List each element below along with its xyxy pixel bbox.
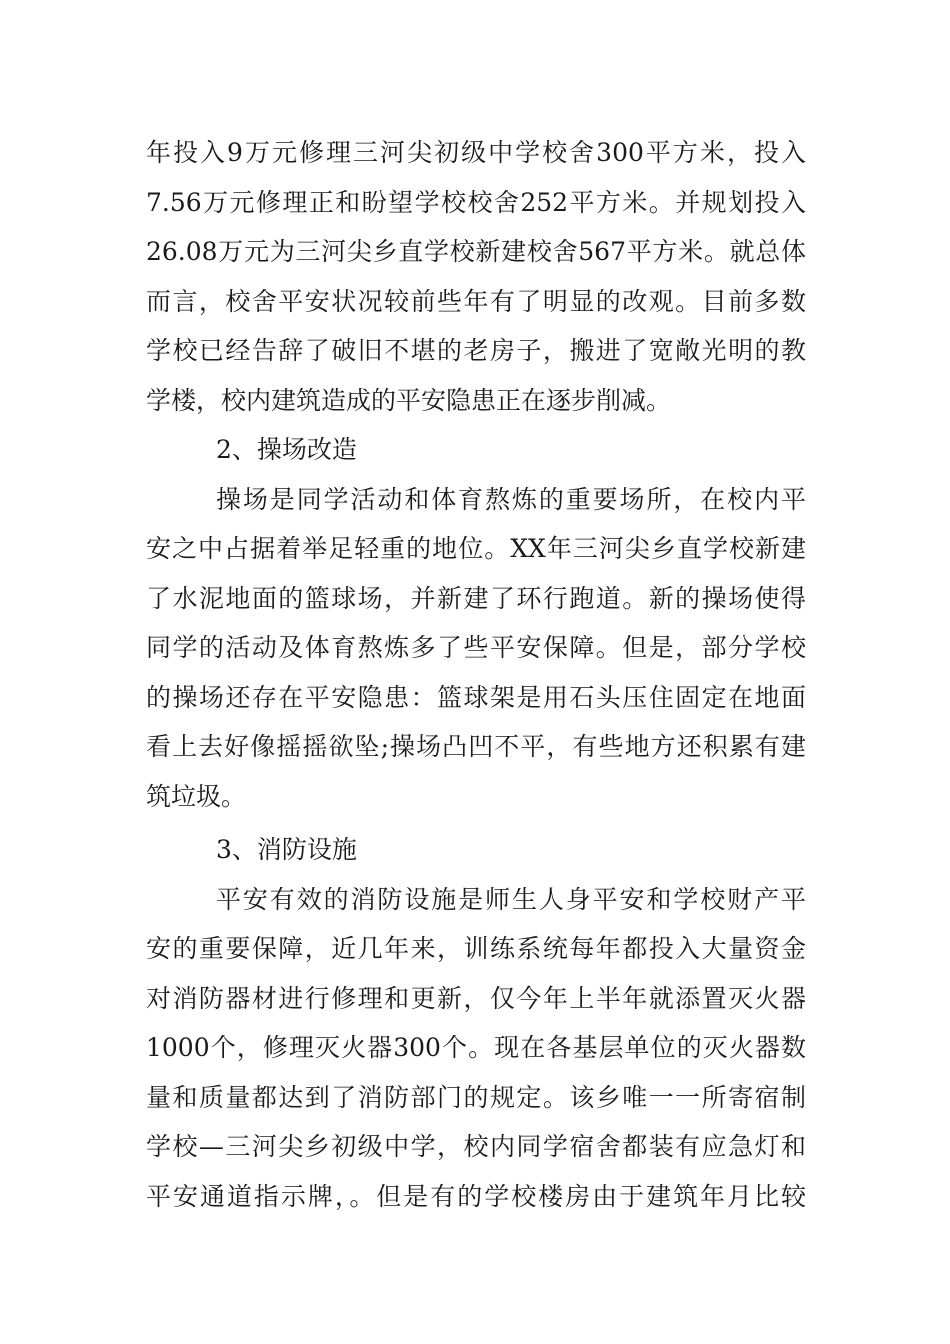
text-line: 安之中占据着举足轻重的地位。XX年三河尖乡直学校新建 — [146, 534, 806, 563]
text-line: 1000个，修理灭火器300个。现在各基层单位的灭火器数 — [146, 1033, 806, 1062]
text-line: 安的重要保障，近几年来，训练系统每年都投入大量资金 — [146, 934, 806, 963]
section-heading-fire-facilities: 3、消防设施 — [216, 835, 357, 864]
text-line: 的操场还存在平安隐患：篮球架是用石头压住固定在地面 — [146, 682, 806, 712]
text-line: 而言，校舍平安状况较前些年有了明显的改观。目前多数 — [146, 286, 806, 316]
text-line: 看上去好像摇摇欲坠;操场凸凹不平，有些地方还积累有建 — [146, 732, 806, 761]
section-heading-playground: 2、操场改造 — [216, 435, 357, 464]
text-line: 筑垃圾。 — [146, 781, 247, 811]
text-line: 对消防器材进行修理和更新，仅今年上半年就添置灭火器 — [146, 983, 806, 1013]
text-line: 学校已经告辞了破旧不堪的老房子，搬进了宽敞光明的教 — [146, 336, 806, 365]
text-line: 学校—三河尖乡初级中学，校内同学宿舍都装有应急灯和 — [146, 1132, 806, 1161]
text-line: 年投入9万元修理三河尖初级中学校舍300平方米，投入 — [146, 138, 806, 167]
text-line: 了水泥地面的篮球场，并新建了环行跑道。新的操场使得 — [146, 583, 806, 613]
text-line: 平安通道指示牌，。但是有的学校楼房由于建筑年月比较 — [146, 1181, 806, 1211]
text-line: 操场是同学活动和体育熬炼的重要场所，在校内平 — [216, 484, 806, 514]
text-line: 平安有效的消防设施是师生人身平安和学校财产平 — [216, 884, 806, 914]
text-line: 量和质量都达到了消防部门的规定。该乡唯一一所寄宿制 — [146, 1082, 806, 1112]
text-line: 同学的活动及体育熬炼多了些平安保障。但是，部分学校 — [146, 633, 806, 662]
text-line: 学楼，校内建筑造成的平安隐患正在逐步削减。 — [146, 385, 672, 415]
text-line: 7.56万元修理正和盼望学校校舍252平方米。并规划投入 — [146, 187, 806, 217]
body-text — [146, 128, 806, 1221]
text-line: 26.08万元为三河尖乡直学校新建校舍567平方米。就总体 — [146, 237, 806, 266]
